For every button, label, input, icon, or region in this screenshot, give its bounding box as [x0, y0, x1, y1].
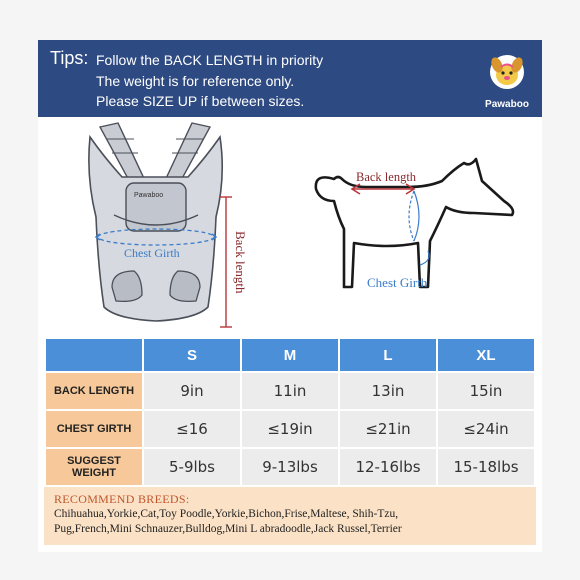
size-header-m: M [241, 338, 339, 372]
carrier-chest-girth-label: Chest Girth [124, 246, 180, 260]
size-header-xl: XL [437, 338, 535, 372]
tips-banner [38, 40, 542, 117]
breeds-line-1: Chihuahua,Yorkie,Cat,Toy Poodle,Yorkie,Bichon,Frise,Maltese, Shih-Tzu, [54, 508, 399, 520]
size-header-l: L [339, 338, 437, 372]
dog-back-length-label: Back length [356, 170, 417, 184]
tip-line-2: The weight is for reference only. [96, 73, 295, 89]
table-cell: 9-13lbs [241, 448, 339, 486]
recommended-breeds [44, 487, 536, 545]
size-header-row [45, 338, 535, 372]
size-header-s: S [143, 338, 241, 372]
brand-logo [482, 48, 532, 110]
table-cell: ≤19in [241, 410, 339, 448]
carrier-illustration [89, 123, 232, 327]
carrier-back-length-label: Back length [233, 231, 248, 294]
brand-name: Pawaboo [485, 99, 529, 110]
breeds-title: RECOMMEND BREEDS: [54, 492, 190, 506]
table-cell: 11in [241, 372, 339, 410]
svg-text:Pawaboo: Pawaboo [134, 192, 164, 199]
measurement-diagram [38, 117, 542, 339]
table-cell: ≤21in [339, 410, 437, 448]
table-cell: 15in [437, 372, 535, 410]
tip-line-1: Follow the BACK LENGTH in priority [96, 52, 324, 68]
size-table [44, 337, 536, 487]
size-header-corner [45, 338, 143, 372]
row-label: CHEST GIRTH [45, 410, 143, 448]
tips-label: Tips: [50, 48, 89, 68]
table-cell: ≤24in [437, 410, 535, 448]
table-cell: 12-16lbs [339, 448, 437, 486]
dog-face-logo-icon [482, 48, 532, 98]
dog-chest-girth-label: Chest Girth [367, 275, 428, 290]
breeds-line-2: Pug,French,Mini Schnauzer,Bulldog,Mini L abradoodle,Jack Russel,Terrier [54, 523, 402, 535]
table-cell: 15-18lbs [437, 448, 535, 486]
row-label: SUGGEST WEIGHT [45, 448, 143, 486]
table-cell: ≤16 [143, 410, 241, 448]
tip-line-3: Please SIZE UP if between sizes. [96, 93, 305, 109]
table-cell: 9in [143, 372, 241, 410]
table-row-chest-girth [45, 410, 535, 448]
table-cell: 5-9lbs [143, 448, 241, 486]
table-cell: 13in [339, 372, 437, 410]
table-row-suggest-weight [45, 448, 535, 486]
row-label: BACK LENGTH [45, 372, 143, 410]
table-row-back-length [45, 372, 535, 410]
